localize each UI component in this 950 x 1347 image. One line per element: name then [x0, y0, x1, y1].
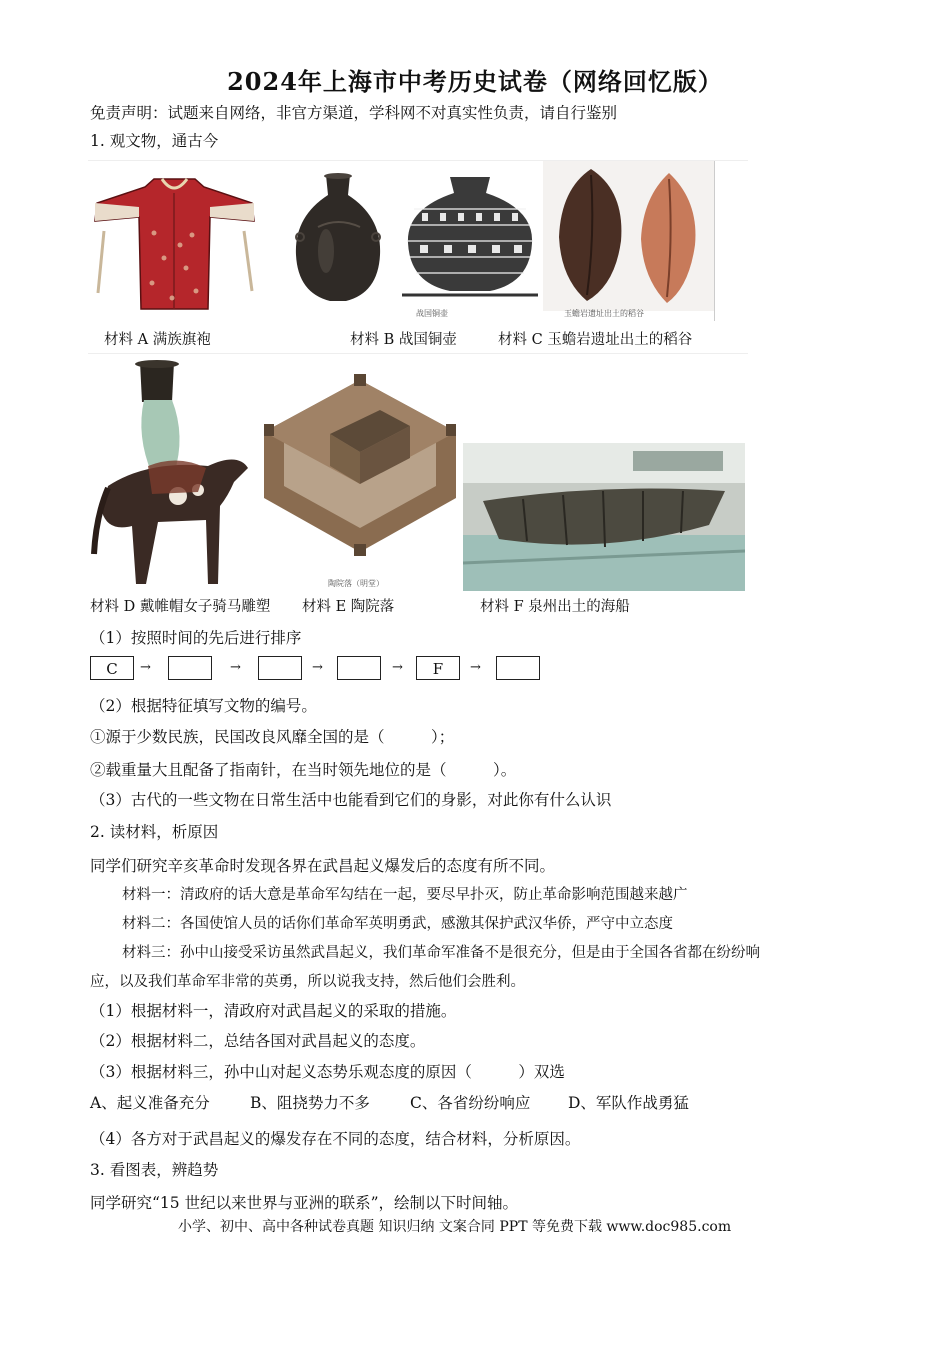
sequence-arrow: → [312, 660, 323, 675]
sequence-arrow: → [392, 660, 403, 675]
quanzhou-ship-image [463, 443, 745, 591]
courtyard-small-label: 陶院落（明堂） [328, 579, 384, 588]
q2-material-2: 材料二：各国使馆人员的话你们革命军英明勇武，感激其保护武汉华侨，严守中立态度 [122, 916, 673, 932]
caption-d: 材料 D 戴帷帽女子骑马雕塑 [90, 599, 271, 615]
sequence-box-3[interactable] [258, 656, 302, 680]
caption-e: 材料 E 陶院落 [302, 599, 395, 615]
caption-f: 材料 F 泉州出土的海船 [480, 599, 630, 615]
q1-heading: 1. 观文物，通古今 [90, 132, 219, 150]
clay-courtyard-image [260, 374, 460, 589]
q1-sub2-item2: ②载重量大且配备了指南针，在当时领先地位的是（ ）。 [90, 761, 517, 779]
q3-heading: 3. 看图表，辨趋势 [90, 1161, 219, 1179]
caption-c: 材料 C 玉蟾岩遗址出土的稻谷 [498, 332, 693, 348]
q3-intro: 同学研究“15 世纪以来世界与亚洲的联系”，绘制以下时间轴。 [90, 1194, 519, 1212]
caption-a: 材料 A 满族旗袍 [104, 332, 211, 348]
q2-option-d[interactable]: D、军队作战勇猛 [568, 1094, 689, 1112]
q2-sub4: （4）各方对于武昌起义的爆发存在不同的态度，结合材料，分析原因。 [90, 1130, 581, 1148]
artifact-row-1 [88, 160, 748, 354]
q2-material-3-cont: 应，以及我们革命军非常的英勇，所以说我支持，然后他们会胜利。 [90, 974, 525, 990]
disclaimer: 免责声明：试题来自网络，非官方渠道，学科网不对真实性负责，请自行鉴别 [90, 104, 618, 122]
q2-option-c[interactable]: C、各省纷纷响应 [410, 1094, 531, 1112]
manchu-robe-image [92, 173, 257, 313]
page-title: 2024年上海市中考历史试卷（网络回忆版） [227, 67, 723, 96]
q1-sub1: （1）按照时间的先后进行排序 [90, 629, 302, 647]
page-footer: 小学、初中、高中各种试卷真题 知识归纳 文案合同 PPT 等免费下载 www.doc985.com [178, 1219, 732, 1235]
sequence-box-5[interactable]: F [416, 656, 460, 680]
sequence-row [90, 656, 550, 682]
q2-sub3: （3）根据材料三，孙中山对起义态势乐观态度的原因（ ）双选 [90, 1063, 565, 1081]
bronze-pattern-image [400, 173, 540, 298]
q2-intro: 同学们研究辛亥革命时发现各界在武昌起义爆发后的态度有所不同。 [90, 857, 556, 875]
q1-sub3: （3）古代的一些文物在日常生活中也能看到它们的身影，对此你有什么认识 [90, 791, 612, 809]
sequence-arrow: → [140, 660, 151, 675]
q1-sub2: （2）根据特征填写文物的编号。 [90, 697, 317, 715]
sequence-box-6[interactable] [496, 656, 540, 680]
sequence-arrow: → [470, 660, 481, 675]
horse-rider-image [88, 356, 258, 591]
q2-material-3: 材料三：孙中山接受采访虽然武昌起义，我们革命军准备不是很充分，但是由于全国各省都在纷纷响 [122, 945, 760, 961]
bronze-pot-image [288, 171, 388, 306]
rice-small-label: 玉蟾岩遗址出土的稻谷 [564, 309, 644, 318]
q2-material-1: 材料一：清政府的话大意是革命军勾结在一起，要尽早扑灭，防止革命影响范围越来越广 [122, 887, 688, 903]
rice-grain-image [543, 161, 715, 311]
artifact-row-2 [88, 356, 748, 618]
sequence-box-2[interactable] [168, 656, 212, 680]
sequence-arrow: → [230, 660, 241, 675]
bronze-small-label: 战国铜壶 [416, 309, 448, 318]
q2-option-b[interactable]: B、阻挠势力不多 [250, 1094, 370, 1112]
sequence-box-1[interactable]: C [90, 656, 134, 680]
q2-sub2: （2）根据材料二，总结各国对武昌起义的态度。 [90, 1032, 426, 1050]
q2-sub1: （1）根据材料一，清政府对武昌起义的采取的措施。 [90, 1002, 457, 1020]
q1-sub2-item1: ①源于少数民族，民国改良风靡全国的是（ ）； [90, 728, 455, 746]
q2-option-a[interactable]: A、起义准备充分 [90, 1094, 210, 1112]
q2-heading: 2. 读材料，析原因 [90, 823, 219, 841]
caption-b: 材料 B 战国铜壶 [350, 332, 457, 348]
sequence-box-4[interactable] [337, 656, 381, 680]
